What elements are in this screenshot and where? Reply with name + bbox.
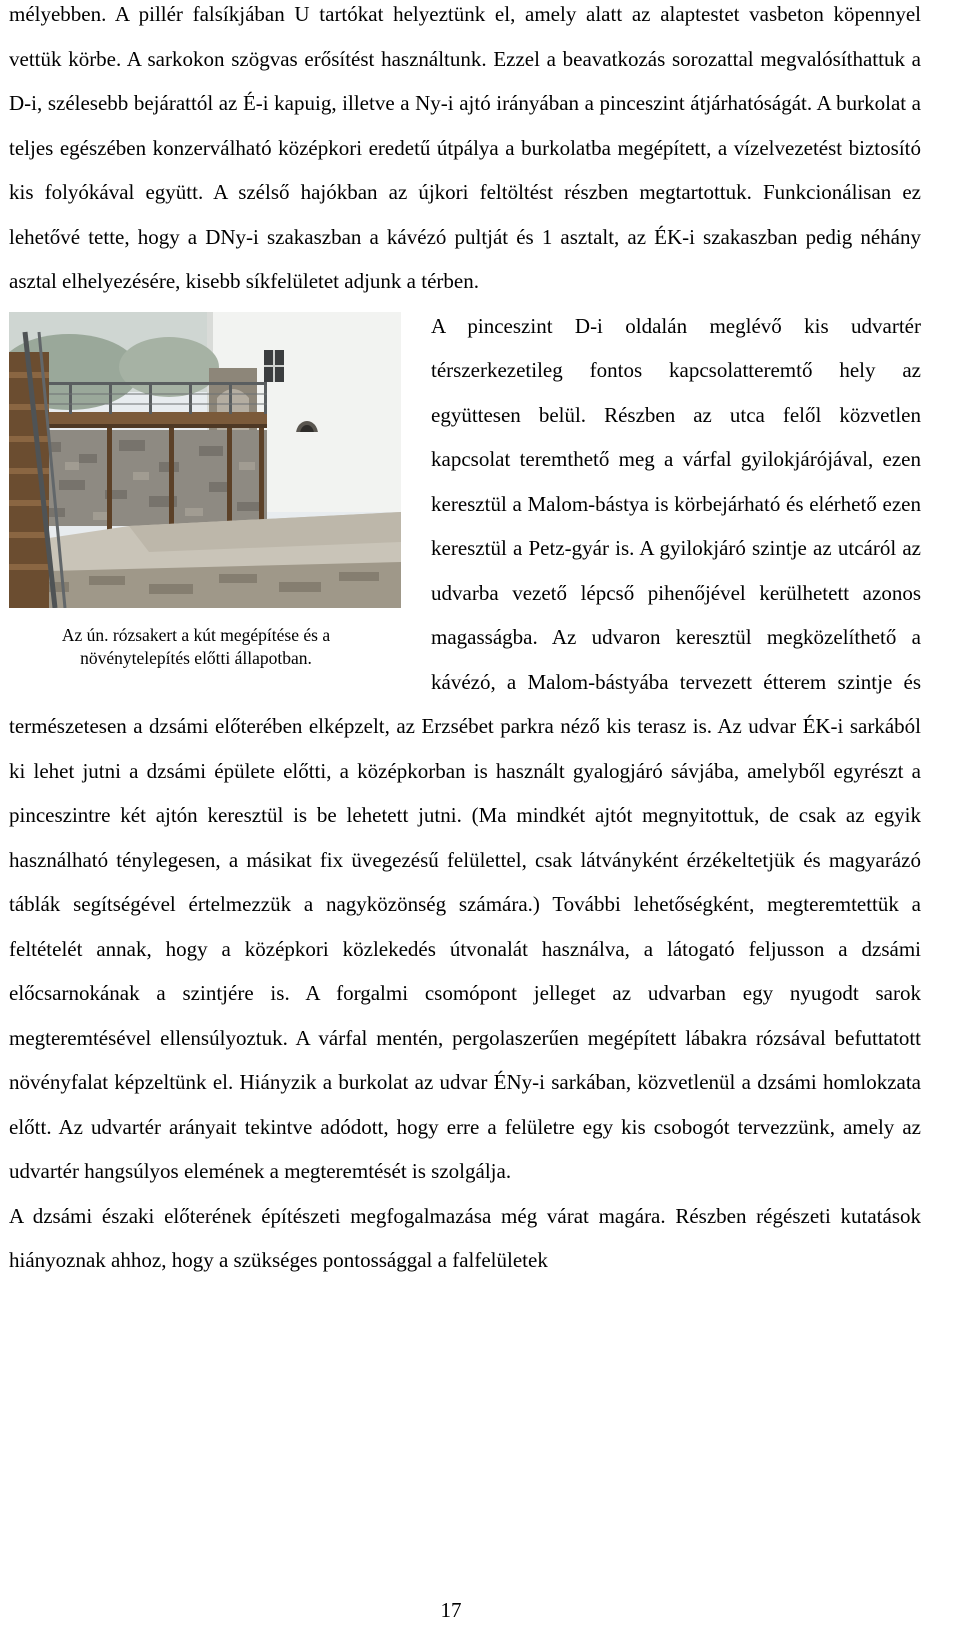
page-number: 17 xyxy=(440,1598,462,1622)
figure-caption: Az ún. rózsakert a kút megépítése és a növénytelepítés előtti állapotban. xyxy=(61,624,331,668)
body-paragraph-1: mélyebben. A pillér falsíkjában U tartókat helyeztünk el, amely alatt az alaptestet vasbeton köpennyel vettük körbe. A sarkokon szögvas erősítést használtunk. Ezzel a beavatkozás sorozattal megvalósíthattuk a D-i, szélesebb bejárattól az É-i kapuig, illetve a Ny-i ajtó irányában a pinceszint átjárhatóságát. A burkolat a teljes egészében konzerválható középkori eredetű útpálya a burkolatba megépített, a vízelvezetést biztosító kis folyókával együtt. A szélső hajókban az újkori feltöltést részben megtartottuk. Funkcionálisan ez lehetővé tette, hogy a DNy-i szakaszban a kávézó pultját és 1 asztalt, az ÉK-i szakaszban pedig néhány asztal elhelyezésére, kisebb síkfelületet adjunk a térben. xyxy=(9,2,921,293)
body-paragraph-3: A dzsámi északi előterének építészeti megfogalmazása még várat magára. Részben régészeti kutatások hiányoznak ahhoz, hogy a szükséges pontossággal a falfelületek xyxy=(9,1203,921,1272)
courtyard-figure xyxy=(9,312,401,670)
body-paragraph-2: A pinceszint D-i oldalán meglévő kis udvartér térszerkezetileg fontos kapcsolatteremtő hely az együttesen belül. Részben az utca felől közvetlen kapcsolat teremthető meg a várfal gyilokjárójával, ezen keresztül a Malom-bástya is körbejárható és elérhető ezen keresztül a Petz-gyár is. A gyilokjáró szintje az utcáról az udvarba vezető lépcső pihenőjével kerülhetett azonos magasságba. Az udvaron keresztül megközelíthető a kávézó, a Malom-bástyába tervezett étterem szintje és természetesen a dzsámi előterében elképzelt, az Erzsébet parkra néző kis terasz is. Az udvar ÉK-i sarkából ki lehet jutni a dzsámi épülete előtti, a középkorban is használt gyalogjáró sávjába, amelyből egyrészt a pinceszintre két ajtón keresztül is be lehetett jutni. (Ma mindkét ajtót megnyitottuk, de csak az egyik használható ténylegesen, a másikat fix üvegezésű felülettel, csak látványként érzékeltetjük és magyarázó táblák segítségével értelmezzük a nagyközönség számára.) További lehetőségként, megteremtettük a feltételét annak, hogy a középkori közlekedés útvonalát használva, a látogató feljusson a dzsámi előcsarnokának a szintjére is. A forgalmi csomópont jelleget az udvarban egy nyugodt sarok megteremtésével ellensúlyoztuk. A várfal mentén, pergolaszerűen megépített lábakra rózsával befuttatott növényfalat képzeltünk el. Hiányzik a burkolat az udvar ÉNy-i sarkában, közvetlenül a dzsámi homlokzata előtt. Az udvartér arányait tekintve adódott, hogy erre a felületre egy kis csobogót tervezzünk, amely az udvartér hangsúlyos elemének a megteremtését is szolgálja. xyxy=(9,313,921,1183)
courtyard-photo xyxy=(9,312,401,608)
document-page xyxy=(9,0,921,1283)
